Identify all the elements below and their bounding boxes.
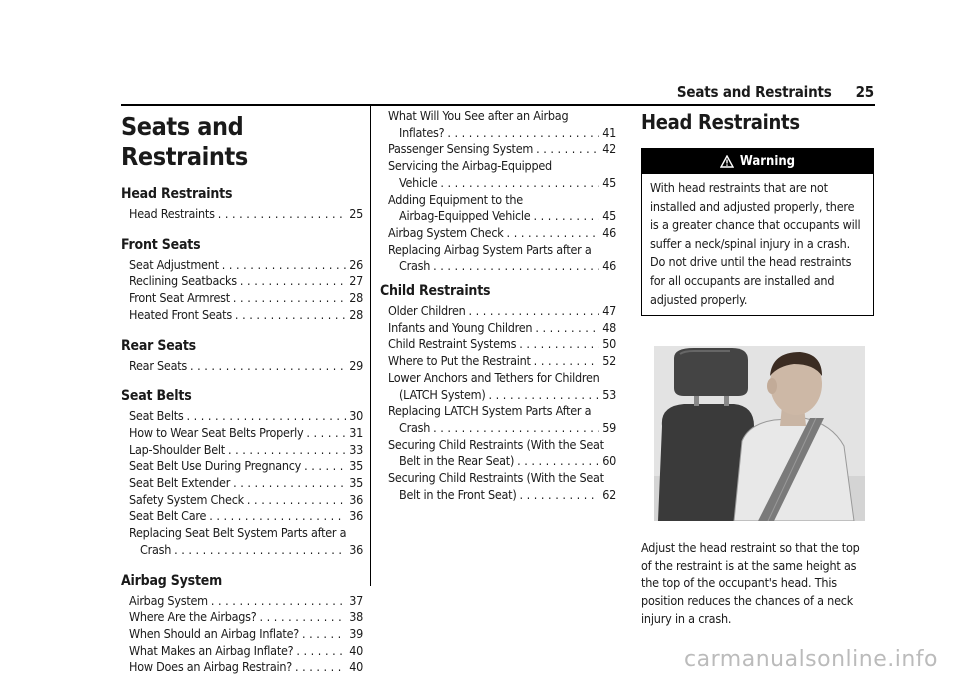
toc-leader-dots: [233, 290, 346, 307]
toc-entry: [380, 437, 616, 470]
toc-leader-dots: [469, 303, 600, 320]
toc-entry: [121, 626, 363, 643]
running-header: [640, 83, 874, 101]
toc-section-heading: Rear Seats: [121, 337, 196, 354]
toc-entry: [380, 320, 616, 337]
toc-entry-page: 33: [349, 441, 363, 457]
toc-entry: [121, 206, 363, 223]
toc-leader-dots: [519, 487, 599, 504]
toc-entry-page: 41: [602, 124, 616, 140]
toc-entry-page: 36: [349, 541, 363, 557]
toc-leader-dots: [536, 141, 599, 158]
toc-list-child-restraints: [380, 303, 616, 503]
toc-entry-page: 25: [349, 206, 363, 221]
toc-entry-title: Securing Child Restraints (With the Seat: [388, 470, 604, 486]
toc-entry-title: Infants and Young Children: [388, 319, 533, 335]
warning-header: [642, 149, 873, 174]
toc-entry-title: Passenger Sensing System: [388, 141, 534, 157]
toc-entry-page: 40: [349, 659, 363, 675]
toc-entry: [380, 225, 616, 242]
toc-entry-page: 42: [602, 141, 616, 157]
toc-entry-page: 46: [602, 224, 616, 240]
toc-leader-dots: [519, 336, 599, 353]
toc-entry-title: Safety System Check: [129, 491, 244, 507]
toc-entry-page: 59: [602, 419, 616, 435]
watermark: carmanualsonline.info: [684, 647, 938, 672]
toc-column-1: [121, 112, 363, 676]
toc-entry: [121, 508, 363, 525]
toc-leader-dots: [433, 420, 599, 437]
toc-leader-dots: [222, 257, 346, 274]
toc-entry-page: 46: [602, 258, 616, 274]
toc-leader-dots: [517, 453, 599, 470]
header-rule: [121, 104, 875, 106]
toc-entry: [121, 458, 363, 475]
toc-entry-page: 27: [349, 273, 363, 289]
toc-entry-page: 26: [349, 256, 363, 272]
toc-section-heading: Front Seats: [121, 236, 201, 253]
toc-entry-title: Lap-Shoulder Belt: [129, 441, 225, 457]
toc-entry-page: 50: [602, 336, 616, 352]
toc-entry: [121, 525, 363, 558]
toc-leader-dots: [533, 208, 599, 225]
content-column: [641, 108, 875, 627]
toc-leader-dots: [295, 659, 346, 676]
toc-leader-dots: [447, 125, 599, 142]
toc-leader-dots: [440, 175, 599, 192]
toc-entry-page: 30: [349, 408, 363, 424]
toc-entry: [121, 273, 363, 290]
toc-entry-continuation: [388, 387, 616, 404]
toc-entry: [380, 303, 616, 320]
toc-entry: [380, 470, 616, 503]
toc-entry-page: 39: [349, 625, 363, 641]
toc-entry: [380, 192, 616, 225]
toc-entry-page: 47: [602, 303, 616, 319]
toc-entry-title: Replacing LATCH System Parts After a: [388, 403, 592, 419]
toc-leader-dots: [489, 387, 600, 404]
toc-leader-dots: [304, 458, 346, 475]
toc-entry-title: Seat Belt Extender: [129, 475, 231, 491]
toc-entry-page: 31: [349, 424, 363, 440]
toc-list: [121, 186, 363, 676]
toc-entry: [121, 492, 363, 509]
toc-entry-page: 28: [349, 290, 363, 306]
toc-entry-continuation: [388, 420, 616, 437]
toc-leader-dots: [534, 353, 600, 370]
toc-leader-dots: [209, 508, 346, 525]
toc-leader-dots: [302, 626, 346, 643]
toc-entry-continuation: [129, 542, 363, 559]
toc-entry-title-cont: Belt in the Rear Seat): [399, 453, 515, 469]
toc-entry-title: Lower Anchors and Tethers for Children: [388, 369, 600, 385]
toc-entry: [121, 290, 363, 307]
toc-entry-page: 45: [602, 174, 616, 190]
toc-leader-dots: [218, 206, 346, 223]
toc-entry: [121, 593, 363, 610]
toc-entry-title: Seat Belt Care: [129, 508, 207, 524]
toc-entry-page: 62: [602, 486, 616, 502]
toc-entry: [380, 108, 616, 141]
toc-leader-dots: [211, 593, 346, 610]
toc-entry-title: Head Restraints: [129, 206, 215, 221]
toc-entry-title: When Should an Airbag Inflate?: [129, 625, 299, 641]
toc-list-airbag-continued: [380, 108, 616, 275]
toc-leader-dots: [235, 307, 346, 324]
toc-entry: [121, 609, 363, 626]
toc-entry-title: How to Wear Seat Belts Properly: [129, 424, 304, 440]
toc-entry-page: 53: [602, 386, 616, 402]
running-header-title: Seats and Restraints: [676, 83, 832, 101]
toc-entry-title: Front Seat Armrest: [129, 290, 230, 306]
toc-entry-title: Heated Front Seats: [129, 306, 232, 322]
toc-entry-title-cont: (LATCH System): [399, 386, 486, 402]
toc-entry-title: Rear Seats: [129, 357, 187, 373]
toc-entry-title-cont: Belt in the Front Seat): [399, 486, 517, 502]
toc-entry: [380, 336, 616, 353]
toc-entry-continuation: [388, 125, 616, 142]
toc-section-heading: Head Restraints: [121, 186, 233, 202]
toc-entry: [121, 408, 363, 425]
warning-text: With head restraints that are not installed and adjusted properly, there is a greater chance that occupants will suffer a neck/spinal injury in a crash. Do not drive until the head restraints for all occupants are installed and adjusted properly.: [650, 180, 861, 307]
toc-section-heading: Seat Belts: [121, 388, 192, 405]
page-number: 25: [855, 83, 874, 101]
toc-entry-title: Seat Belts: [129, 408, 184, 424]
toc-entry-title: Reclining Seatbacks: [129, 273, 237, 289]
toc-entry-continuation: [388, 175, 616, 192]
toc-leader-dots: [507, 225, 600, 242]
warning-label: Warning: [739, 154, 796, 169]
toc-leader-dots: [174, 542, 346, 559]
toc-entry-title: Where Are the Airbags?: [129, 609, 257, 625]
toc-entry-title-cont: Vehicle: [399, 174, 438, 190]
toc-leader-dots: [433, 258, 599, 275]
toc-entry: [380, 141, 616, 158]
toc-entry: [380, 403, 616, 436]
toc-entry-title: Adding Equipment to the: [388, 191, 523, 207]
toc-entry-title: Airbag System: [129, 592, 208, 608]
toc-entry-page: 52: [602, 353, 616, 369]
toc-leader-dots: [535, 320, 599, 337]
toc-entry: [121, 257, 363, 274]
toc-entry-title: Servicing the Airbag-Equipped: [388, 158, 552, 174]
toc-entry: [380, 158, 616, 191]
toc-entry-title-cont: Inflates?: [399, 124, 445, 140]
toc-entry-title: Seat Belt Use During Pregnancy: [129, 458, 302, 474]
toc-entry-title-cont: Airbag-Equipped Vehicle: [399, 208, 531, 224]
toc-entry: [121, 358, 363, 375]
toc-entry-title-cont: Crash: [399, 258, 431, 274]
toc-leader-dots: [240, 273, 346, 290]
toc-entry: [121, 425, 363, 442]
toc-entry: [121, 307, 363, 324]
toc-entry-page: 35: [349, 458, 363, 474]
toc-entry: [380, 353, 616, 370]
toc-entry-title-cont: Crash: [140, 541, 172, 557]
toc-entry-page: 38: [349, 609, 363, 625]
toc-entry-title: Seat Adjustment: [129, 256, 219, 272]
toc-entry-page: 36: [349, 508, 363, 524]
warning-box: [641, 148, 874, 316]
toc-column-2: [380, 108, 616, 503]
toc-entry-page: 36: [349, 491, 363, 507]
toc-leader-dots: [247, 492, 346, 509]
toc-leader-dots: [296, 643, 346, 660]
toc-entry: [121, 643, 363, 660]
toc-entry-page: 37: [349, 592, 363, 608]
toc-entry-title-cont: Crash: [399, 419, 431, 435]
column-divider: [370, 106, 371, 586]
toc-entry-page: 28: [349, 306, 363, 322]
toc-entry: [380, 242, 616, 275]
toc-entry-title: Older Children: [388, 303, 466, 319]
toc-entry-title: Where to Put the Restraint: [388, 353, 531, 369]
toc-entry: [121, 475, 363, 492]
section-title: Head Restraints: [641, 110, 800, 134]
toc-entry-page: 48: [602, 319, 616, 335]
toc-entry-title: What Will You See after an Airbag: [388, 108, 569, 123]
toc-entry: [121, 659, 363, 676]
body-paragraph: Adjust the head restraint so that the top of the restraint is at the same height as the top of the occupant's head. This position reduces the chances of a neck injury in a crash.: [641, 540, 860, 626]
toc-leader-dots: [260, 609, 347, 626]
toc-section-child-restraints: Child Restraints: [380, 283, 491, 300]
toc-entry-title: What Makes an Airbag Inflate?: [129, 642, 294, 658]
toc-leader-dots: [186, 408, 346, 425]
toc-leader-dots: [190, 358, 346, 375]
toc-entry-continuation: [388, 208, 616, 225]
warning-triangle-icon: [720, 155, 734, 168]
toc-entry-page: 29: [349, 357, 363, 373]
head-restraint-illustration: [654, 346, 865, 521]
toc-entry-title: Replacing Airbag System Parts after a: [388, 241, 592, 257]
toc-entry-title: Securing Child Restraints (With the Seat: [388, 436, 604, 452]
toc-entry: [121, 442, 363, 459]
toc-leader-dots: [228, 442, 346, 459]
toc-entry-title: Child Restraint Systems: [388, 336, 517, 352]
toc-leader-dots: [306, 425, 346, 442]
toc-entry: [380, 370, 616, 403]
toc-entry-page: 45: [602, 208, 616, 224]
toc-entry-title: Replacing Seat Belt System Parts after a: [129, 525, 347, 541]
toc-entry-continuation: [388, 453, 616, 470]
toc-entry-continuation: [388, 487, 616, 504]
toc-entry-page: 60: [602, 453, 616, 469]
toc-entry-page: 35: [349, 475, 363, 491]
toc-entry-title: How Does an Airbag Restrain?: [129, 659, 292, 675]
chapter-title: Seats and Restraints: [121, 112, 248, 171]
toc-entry-continuation: [388, 258, 616, 275]
toc-section-heading: Airbag System: [121, 572, 223, 589]
toc-entry-page: 40: [349, 642, 363, 658]
toc-entry-title: Airbag System Check: [388, 224, 504, 240]
toc-leader-dots: [233, 475, 346, 492]
